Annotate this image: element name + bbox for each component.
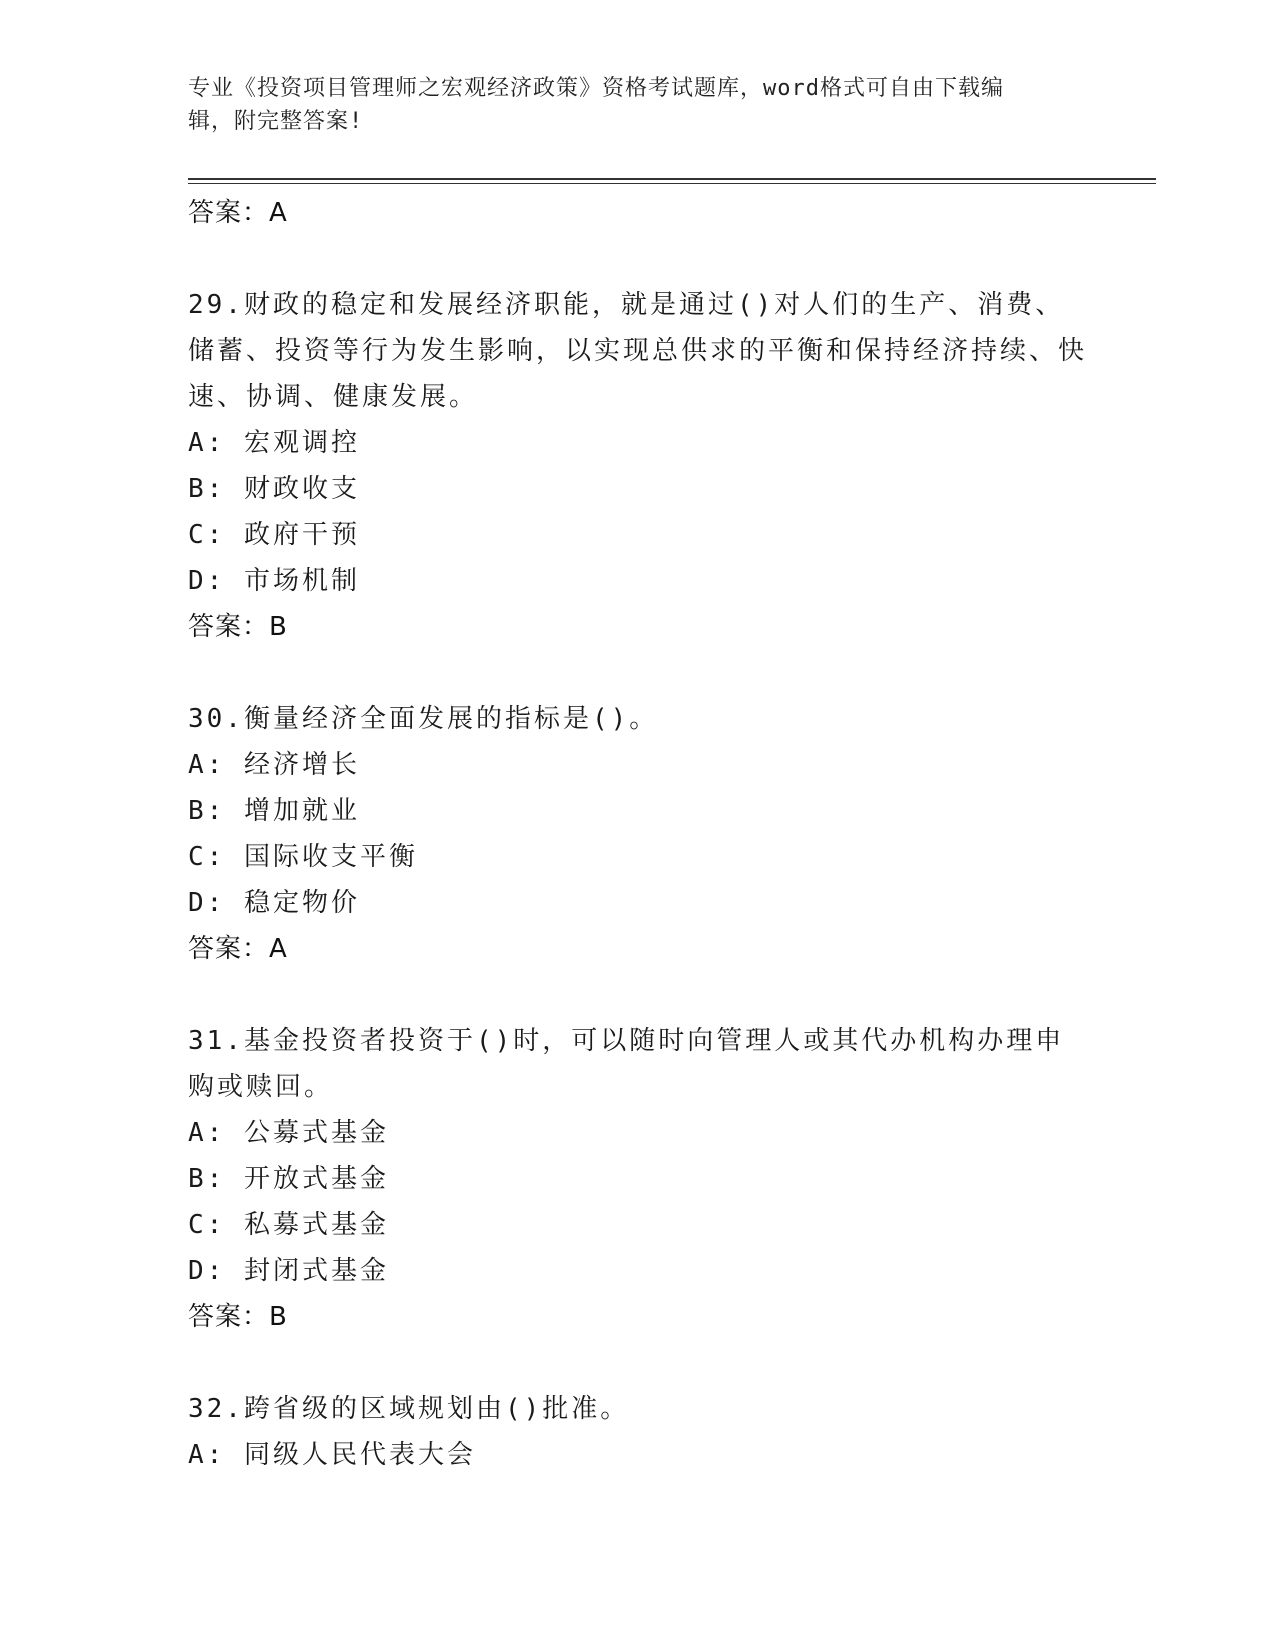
answer: 答案：B [188, 1302, 288, 1332]
document-header [188, 72, 1088, 138]
spacer [188, 1340, 1088, 1386]
option-a: A: 经济增长 [188, 750, 360, 780]
question-31 [188, 1018, 1088, 1340]
answer: 答案：A [188, 934, 288, 964]
option-d: D: 封闭式基金 [188, 1256, 389, 1286]
spacer [188, 236, 1088, 282]
header-rule-thin [188, 183, 1156, 184]
answer: 答案：B [188, 612, 288, 642]
question-text: 29.财政的稳定和发展经济职能，就是通过()对人们的生产、消费、储蓄、投资等行为发生影响，以实现总供求的平衡和保持经济持续、快速、协调、健康发展。 [188, 290, 1088, 412]
header-rule-thick [188, 178, 1156, 180]
option-b: B: 财政收支 [188, 474, 360, 504]
option-b: B: 增加就业 [188, 796, 360, 826]
question-list [188, 190, 1088, 1478]
question-32 [188, 1386, 1088, 1478]
option-c: C: 国际收支平衡 [188, 842, 418, 872]
question-29 [188, 282, 1088, 650]
option-a: A: 同级人民代表大会 [188, 1440, 476, 1470]
header-line-2: 辑，附完整答案! [188, 109, 364, 134]
question-text: 30.衡量经济全面发展的指标是()。 [188, 704, 659, 734]
question-text: 31.基金投资者投资于()时，可以随时向管理人或其代办机构办理申购或赎回。 [188, 1026, 1065, 1102]
option-c: C: 私募式基金 [188, 1210, 389, 1240]
option-a: A: 宏观调控 [188, 428, 360, 458]
option-c: C: 政府干预 [188, 520, 360, 550]
question-text: 32.跨省级的区域规划由()批准。 [188, 1394, 630, 1424]
option-a: A: 公募式基金 [188, 1118, 389, 1148]
option-b: B: 开放式基金 [188, 1164, 389, 1194]
question-30 [188, 696, 1088, 972]
spacer [188, 650, 1088, 696]
header-line-1: 专业《投资项目管理师之宏观经济政策》资格考试题库，word格式可自由下载编 [188, 76, 1004, 101]
option-d: D: 市场机制 [188, 566, 360, 596]
spacer [188, 972, 1088, 1018]
option-d: D: 稳定物价 [188, 888, 360, 918]
previous-answer: 答案：A [188, 198, 288, 228]
